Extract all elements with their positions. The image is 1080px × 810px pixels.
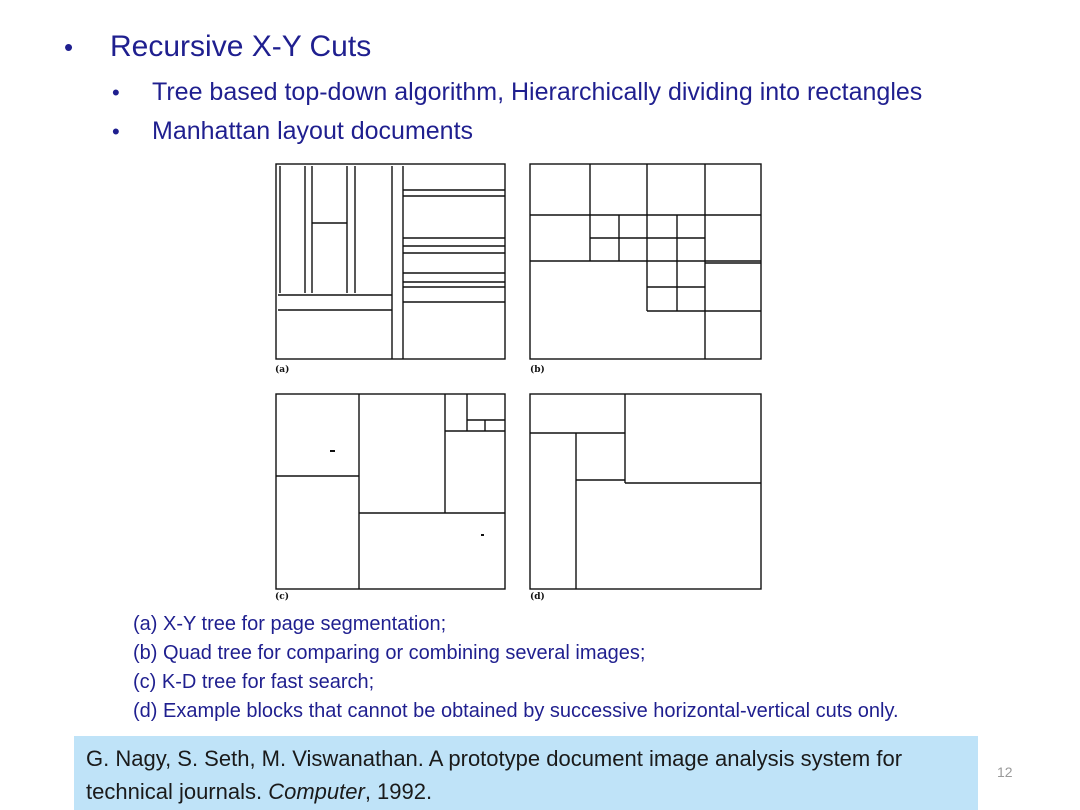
sub-bullet-1 <box>112 78 922 107</box>
figure-label-c: (c) <box>275 592 289 602</box>
sub-bullet-2 <box>112 117 473 146</box>
citation-year: , 1992. <box>364 779 433 804</box>
page-number: 12 <box>997 764 1013 780</box>
citation-authors-title: G. Nagy, S. Seth, M. Viswanathan. A prototype document image analysis system for technical journals. <box>86 746 903 804</box>
caption-d: (d) Example blocks that cannot be obtained by successive horizontal-vertical cuts only. <box>133 700 899 722</box>
figure-label-b: (b) <box>530 365 545 375</box>
citation-journal: Computer <box>268 779 365 804</box>
figure-d-blocks <box>529 393 763 602</box>
figure-a-xy-tree <box>275 163 507 375</box>
caption-c: (c) K-D tree for fast search; <box>133 671 375 693</box>
figure-a-diagram <box>275 163 507 361</box>
figure-b-diagram <box>529 163 763 361</box>
main-bullet <box>64 30 371 64</box>
figure-label-d: (d) <box>530 592 545 602</box>
figure-captions <box>133 610 899 726</box>
figure-label-a: (a) <box>275 365 290 375</box>
figure-c-kd-tree <box>275 393 507 602</box>
caption-b: (b) Quad tree for comparing or combining several images; <box>133 642 646 664</box>
figure-b-quad-tree <box>529 163 763 375</box>
figure-d-diagram <box>529 393 763 591</box>
slide-title: Recursive X-Y Cuts <box>110 30 372 63</box>
bullet-icon: • <box>112 80 120 105</box>
citation-box <box>74 736 978 810</box>
sub-bullet-text: Tree based top-down algorithm, Hierarchically dividing into rectangles <box>152 78 923 106</box>
sub-bullet-text: Manhattan layout documents <box>152 117 474 145</box>
bullet-icon: • <box>112 119 120 144</box>
bullet-icon: • <box>64 32 74 62</box>
caption-a: (a) X-Y tree for page segmentation; <box>133 613 447 635</box>
figure-c-diagram <box>275 393 507 591</box>
